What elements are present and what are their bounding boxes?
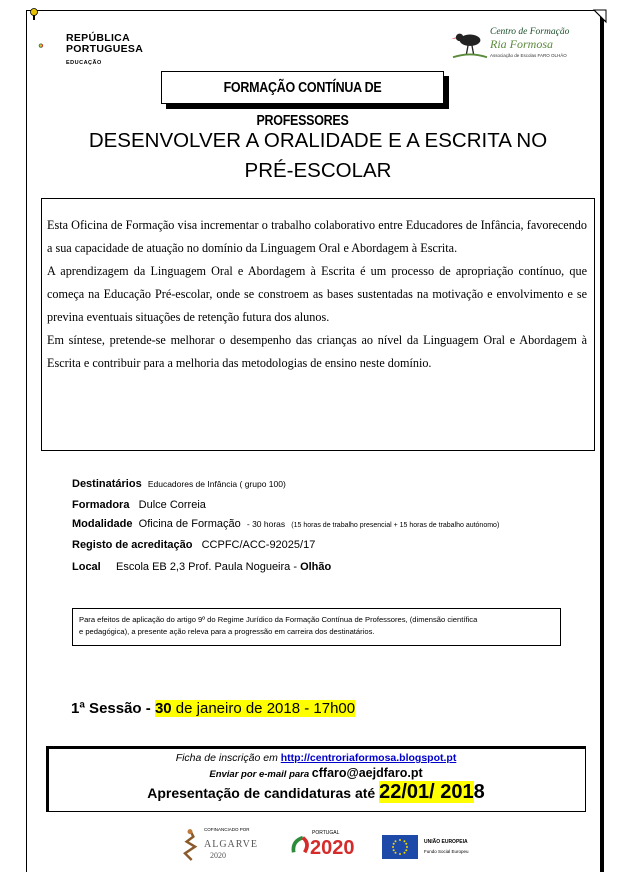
algarve-figure-icon bbox=[180, 827, 200, 863]
republica-line1: REPÚBLICA bbox=[66, 32, 130, 44]
detail-modalidade bbox=[72, 518, 499, 530]
uniao-europeia-logo bbox=[382, 835, 512, 863]
pt-year: 2020 bbox=[310, 837, 355, 859]
eu-line2: Fundo Social Europeu bbox=[424, 849, 469, 854]
description-paragraph-2: A aprendizagem da Linguagem Oral e Abordagem à Escrita é um processo de apropriação contínuo, que começa na Educação Pré-escolar, onde se constroem as bases sustentadas na motivação e envolvimento e se previna eventuais situações de retenção futura dos alunos. bbox=[47, 264, 587, 324]
portugal-emblem-icon bbox=[290, 834, 312, 856]
ficha-inscricao bbox=[46, 752, 586, 764]
modalidade-hours: - 30 horas bbox=[246, 519, 286, 529]
legal-note-box bbox=[72, 608, 561, 646]
modalidade-value: Oficina de Formação bbox=[138, 518, 241, 530]
session-date: de janeiro de 2018 - 17h00 bbox=[171, 700, 356, 717]
modalidade-note: (15 horas de trabalho presencial + 15 horas de trabalho autónomo) bbox=[291, 522, 500, 529]
ficha-label: Ficha de inscrição em bbox=[175, 752, 281, 764]
algarve-name: ALGARVE bbox=[204, 839, 258, 850]
email-label: Enviar por e-mail para bbox=[209, 769, 312, 780]
legal-note-line1: Para efeitos de aplicação do artigo 9º do Regime Jurídico da Formação Contínua de Professores, (dimensão científica bbox=[79, 615, 478, 624]
main-title-line1: DESENVOLVER A ORALIDADE E A ESCRITA NO bbox=[88, 129, 548, 152]
republica-line2: PORTUGUESA bbox=[66, 43, 144, 55]
apres-date: 22/01/ 201 bbox=[379, 781, 474, 803]
email-line bbox=[46, 766, 586, 780]
apres-label: Apresentação de candidaturas até bbox=[147, 785, 380, 801]
local-label: Local bbox=[72, 561, 101, 573]
registo-value: CCPFC/ACC-92025/17 bbox=[201, 539, 316, 551]
centro-formacao-line1: Centro de Formação bbox=[490, 27, 570, 37]
title-banner bbox=[161, 71, 444, 129]
formadora-label: Formadora bbox=[72, 499, 130, 511]
detail-formadora bbox=[72, 499, 206, 511]
local-city: Olhão bbox=[300, 561, 332, 573]
detail-local bbox=[72, 561, 331, 573]
registo-label: Registo de acreditação bbox=[72, 539, 193, 551]
email-address[interactable]: cffaro@aejdfaro.pt bbox=[311, 766, 423, 780]
centro-formacao-line2: Ria Formosa bbox=[490, 37, 553, 51]
banner-text: FORMAÇÃO CONTÍNUA DE PROFESSORES bbox=[223, 80, 382, 129]
description-text bbox=[47, 214, 587, 375]
destinatarios-value: Educadores de Infância ( grupo 100) bbox=[147, 479, 286, 489]
republica-portuguesa-text bbox=[66, 33, 143, 55]
algarve-year: 2020 bbox=[210, 851, 226, 860]
pt-name: PORTUGAL bbox=[312, 830, 340, 836]
first-session bbox=[71, 700, 355, 717]
eu-flag-icon bbox=[382, 835, 418, 859]
modalidade-label: Modalidade bbox=[72, 518, 133, 530]
session-day: 30 bbox=[154, 700, 172, 717]
algarve-2020-logo bbox=[180, 825, 270, 867]
destinatarios-label: Destinatários bbox=[72, 478, 142, 490]
main-title bbox=[40, 126, 596, 186]
algarve-small: COFINANCIADO POR bbox=[204, 827, 250, 832]
detail-registo bbox=[72, 539, 315, 551]
blog-link[interactable]: http://centroriaformosa.blogspot.pt bbox=[280, 752, 457, 764]
page-curl-icon bbox=[592, 8, 608, 24]
local-value: Escola EB 2,3 Prof. Paula Nogueira - bbox=[116, 561, 301, 573]
pin-icon bbox=[29, 8, 39, 20]
educacao-label: EDUCAÇÃO bbox=[66, 60, 102, 66]
formadora-value: Dulce Correia bbox=[138, 499, 206, 511]
description-paragraph-3: Em síntese, pretende-se melhorar o desempenho das crianças ao nível da Linguagem Oral e Abordagem à Escrita e contribuir para a melhoria das metodologias de ensino neste domínio. bbox=[47, 333, 587, 370]
candidaturas-deadline bbox=[46, 781, 586, 804]
detail-destinatarios bbox=[72, 478, 286, 490]
session-prefix: 1ª Sessão - bbox=[71, 700, 155, 717]
description-paragraph-1: Esta Oficina de Formação visa incrementar o trabalho colaborativo entre Educadores de Infância, favorecendo a sua capacidade de atuação no domínio da Linguagem Oral e Abordagem à Escrita. bbox=[47, 218, 587, 255]
legal-note-line2: e pedagógica), a presente ação releva para a progressão em carreira dos destinatários. bbox=[79, 627, 375, 636]
centro-formacao-small: Associação de Escolas FARO OLHÃO bbox=[490, 53, 567, 58]
eu-line1: UNIÃO EUROPEIA bbox=[424, 839, 468, 845]
portugal-2020-logo bbox=[290, 828, 370, 864]
bird-icon bbox=[450, 27, 490, 61]
apres-date-end: 8 bbox=[473, 781, 485, 803]
main-title-line2: PRÉ-ESCOLAR bbox=[244, 159, 392, 182]
republica-portuguesa-logo-icon bbox=[38, 34, 64, 60]
